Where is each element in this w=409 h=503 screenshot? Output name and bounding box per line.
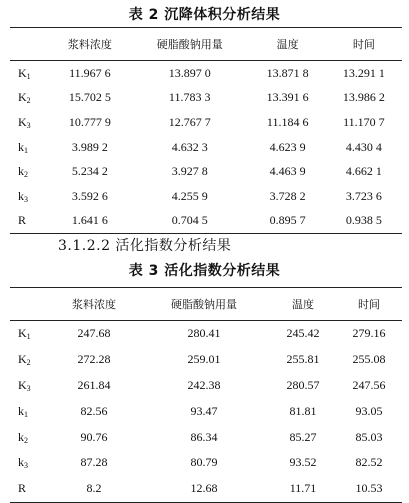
table-cell: 4.632 3 (171, 139, 208, 154)
row-label-text: k (18, 403, 24, 418)
table-row (10, 61, 402, 86)
table-cell: 259.01 (187, 352, 221, 367)
table-row (10, 398, 402, 424)
row-label-text: k (18, 139, 24, 154)
row-label-subscript: 1 (26, 332, 31, 342)
table-cell: 3.723 6 (345, 188, 382, 203)
row-label-text: R (18, 481, 27, 496)
table-cell: 0.895 7 (269, 213, 306, 228)
row-label-subscript: 2 (26, 358, 31, 368)
table-cell: 5.234 2 (71, 164, 108, 179)
table-cell: 81.81 (289, 403, 317, 418)
table-cell: 93.52 (289, 455, 317, 470)
table-cell: 247.68 (77, 326, 111, 341)
table-row (10, 184, 402, 209)
row-label-subscript: 1 (24, 145, 28, 155)
table-cell: 87.28 (80, 455, 108, 470)
row-label (10, 424, 50, 450)
column-header-sodium-stearate-dosage: 硬脂酸钠用量 (138, 288, 270, 321)
table-row (10, 347, 402, 373)
table-cell: 11.71 (289, 481, 317, 496)
table-cell: 86.34 (190, 429, 218, 444)
table-row (10, 135, 402, 160)
section-heading: 3.1.2.2 活化指数分析结果 (58, 238, 232, 254)
column-header-temperature: 温度 (250, 28, 326, 61)
row-label-subscript: 3 (26, 120, 31, 130)
table-cell: 13.986 2 (342, 90, 385, 105)
table-cell: 90.76 (80, 429, 108, 444)
table-cell: 4.662 1 (345, 164, 382, 179)
row-label-subscript: 3 (24, 461, 28, 471)
table-row (10, 159, 402, 184)
row-label (10, 450, 50, 476)
row-label-text: k (18, 455, 24, 470)
table-cell: 0.704 5 (171, 213, 208, 228)
table-cell: 280.57 (286, 377, 320, 392)
row-label (10, 86, 50, 111)
row-label-text: R (18, 213, 27, 228)
row-label (10, 159, 50, 184)
table-cell: 280.41 (187, 326, 221, 341)
table-cell: 261.84 (77, 377, 111, 392)
column-header-slurry-concentration: 浆料浓度 (50, 288, 138, 321)
table-row (10, 450, 402, 476)
row-label-text: K (18, 65, 27, 80)
table-cell: 93.05 (355, 403, 383, 418)
table-cell: 11.783 3 (168, 90, 211, 105)
table-cell: 10.777 9 (68, 114, 111, 129)
column-header-sodium-stearate-dosage: 硬脂酸钠用量 (130, 28, 250, 61)
table-cell: 3.989 2 (71, 139, 108, 154)
table-header-row (10, 28, 402, 61)
table-cell: 242.38 (187, 377, 221, 392)
row-label-subscript: 3 (26, 383, 31, 393)
row-label (10, 110, 50, 135)
row-label-text: k (18, 164, 24, 179)
row-label-text: k (18, 429, 24, 444)
column-header-blank (10, 288, 50, 321)
row-label (10, 184, 50, 209)
row-label-text: K (18, 114, 27, 129)
row-label (10, 398, 50, 424)
table-cell: 3.927 8 (171, 164, 208, 179)
table-cell: 255.08 (352, 352, 386, 367)
row-label-subscript: 2 (24, 170, 28, 180)
table-cell: 13.291 1 (342, 65, 385, 80)
table-row (10, 476, 402, 502)
column-header-time: 时间 (326, 28, 402, 61)
column-header-blank (10, 28, 50, 61)
table-row (10, 86, 402, 111)
row-label (10, 476, 50, 502)
table-cell: 4.463 9 (269, 164, 306, 179)
row-label-subscript: 3 (24, 194, 28, 204)
table-row (10, 110, 402, 135)
table-cell: 12.68 (190, 481, 218, 496)
row-label (10, 373, 50, 399)
table-cell: 245.42 (286, 326, 320, 341)
table-cell: 3.592 6 (71, 188, 108, 203)
table-cell: 85.03 (355, 429, 383, 444)
activation-index-table (10, 287, 402, 503)
table-cell: 279.16 (352, 326, 386, 341)
row-label-text: K (18, 90, 27, 105)
column-header-slurry-concentration: 浆料浓度 (50, 28, 130, 61)
table-2-caption: 表 2 沉降体积分析结果 (128, 7, 281, 23)
row-label-subscript: 1 (24, 409, 28, 419)
table-cell: 12.767 7 (168, 114, 211, 129)
table-cell: 8.2 (86, 481, 102, 496)
table-row (10, 209, 402, 234)
table-cell: 82.52 (355, 455, 383, 470)
table-cell: 4.255 9 (171, 188, 208, 203)
row-label (10, 321, 50, 347)
table-cell: 10.53 (355, 481, 383, 496)
table-cell: 11.170 7 (343, 114, 385, 129)
row-label-subscript: 2 (26, 96, 31, 106)
table-cell: 13.391 6 (266, 90, 309, 105)
table-cell: 80.79 (190, 455, 218, 470)
table-cell: 3.728 2 (269, 188, 306, 203)
table-cell: 11.184 6 (266, 114, 309, 129)
table-cell: 15.702 5 (68, 90, 111, 105)
table-cell: 255.81 (286, 352, 320, 367)
row-label (10, 61, 50, 86)
row-label-text: k (18, 188, 24, 203)
row-label-text: K (18, 377, 27, 392)
table-cell: 272.28 (77, 352, 111, 367)
row-label-text: K (18, 352, 27, 367)
row-label-subscript: 2 (24, 435, 28, 445)
table-cell: 13.897 0 (168, 65, 211, 80)
sedimentation-volume-table (10, 27, 402, 234)
table-cell: 82.56 (80, 403, 108, 418)
table-cell: 1.641 6 (71, 213, 108, 228)
table-row (10, 424, 402, 450)
table-row (10, 373, 402, 399)
row-label (10, 347, 50, 373)
row-label-subscript: 1 (26, 71, 31, 81)
table-cell: 4.430 4 (345, 139, 382, 154)
row-label (10, 209, 50, 234)
row-label-text: K (18, 326, 27, 341)
column-header-temperature: 温度 (270, 288, 336, 321)
column-header-time: 时间 (336, 288, 402, 321)
table-cell: 0.938 5 (345, 213, 382, 228)
table-cell: 247.56 (352, 377, 386, 392)
row-label (10, 135, 50, 160)
table-cell: 11.967 6 (69, 65, 111, 80)
table-cell: 93.47 (190, 403, 218, 418)
table-header-row (10, 288, 402, 321)
table-cell: 13.871 8 (266, 65, 309, 80)
table-cell: 85.27 (289, 429, 317, 444)
table-row (10, 321, 402, 347)
table-cell: 4.623 9 (269, 139, 306, 154)
table-3-caption: 表 3 活化指数分析结果 (128, 263, 281, 279)
